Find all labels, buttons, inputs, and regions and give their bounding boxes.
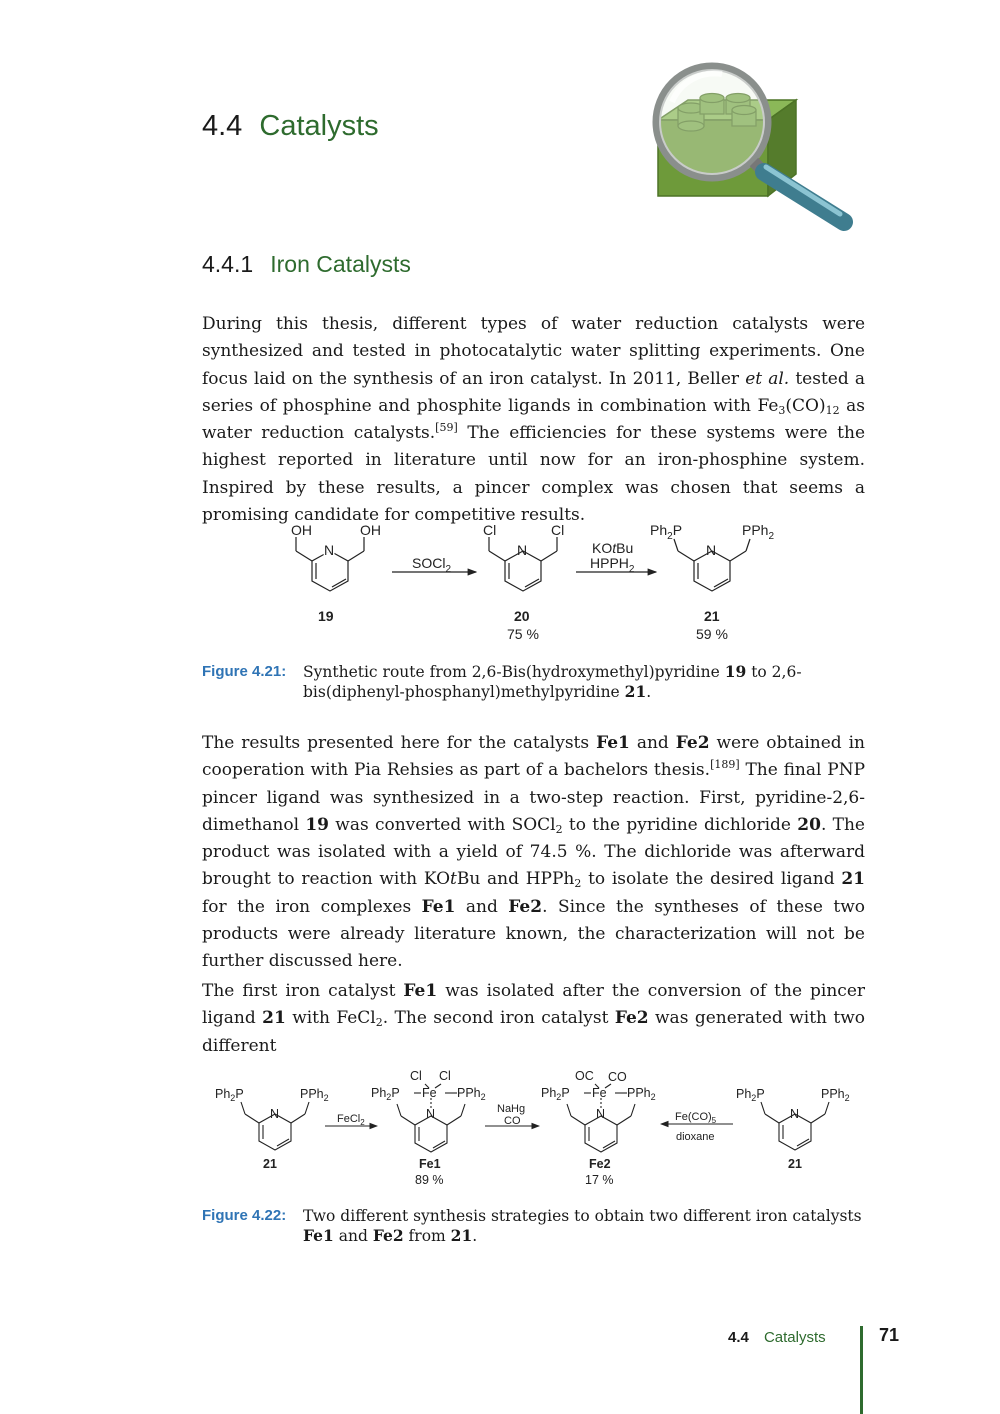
complex-fe1-metal: Fe: [422, 1086, 437, 1100]
compound-21-yield: 59 %: [696, 626, 728, 642]
figure-4-21-caption: Figure 4.21: Synthetic route from 2,6-Bis(hydroxymethyl)pyridine 19 to 2,6-bis(diphenyl-phosphanyl)methylpyridine 21.: [202, 662, 802, 701]
compound-19-n: N: [324, 542, 335, 558]
ligand-21-right-ph2p: $Ph_2P$: [736, 1087, 765, 1103]
complex-fe1-pph2: PPh$_2$: [457, 1086, 486, 1102]
compound-20-label: 20: [514, 608, 530, 624]
paragraph-iron-catalysts: The first iron catalyst Fe1 was isolated after the conversion of the pincer ligand 21 with FeCl$_2$. The second iron catalyst Fe2 was generated with two different: [202, 981, 866, 1056]
complex-fe1-ph2p: $Ph_2P$: [371, 1086, 400, 1102]
compound-21-ph2p: $Ph_2P$: [650, 522, 683, 542]
figure-4-22-label[interactable]: Figure 4.22:: [202, 1207, 287, 1224]
footer-section-title: Catalysts: [763, 1329, 826, 1346]
ligand-21-right-pph2: PPh$_2$: [821, 1087, 850, 1103]
paragraph-intro: During this thesis, different types of water reduction catalysts were synthesized and tested in photocatalytic water splitting experiments. One focus laid on the synthesis of an iron catalyst. In 2011, Beller et al. tested a series of phosphine and phosphite ligands in combination with $Fe_3(CO)_{12}$ as water reduction catalysts.[59] The efficiencies for these systems were the highest reported in literature until now for an iron-phosphine system. Inspired by these results, a pincer complex was chosen that seems a promising candidate for competitive results.: [202, 314, 866, 526]
compound-19-label: 19: [318, 608, 334, 624]
complex-fe2-co-right: CO: [608, 1070, 627, 1084]
reagent-nahg: NaHg: [497, 1103, 526, 1115]
compound-21-label: 21: [704, 608, 720, 624]
complex-fe1-label: Fe1: [419, 1157, 441, 1171]
reagent-co: CO: [504, 1115, 521, 1127]
citation[interactable]: [59]: [435, 421, 458, 435]
section-title: Catalysts: [259, 110, 379, 142]
subsection-title: Iron Catalysts: [270, 251, 411, 277]
complex-fe2-label: Fe2: [589, 1157, 611, 1171]
complex-fe2-co-left: OC: [575, 1069, 594, 1083]
ligand-21-left-pph2: PPh$_2$: [300, 1087, 329, 1103]
ligand-21-left-label: 21: [263, 1157, 277, 1171]
reagent-hpph2: $HPPH_2$: [590, 555, 635, 575]
compound-20-cl-right: Cl: [551, 522, 565, 538]
section-heading: [202, 110, 379, 143]
ligand-21-left-n: N: [270, 1107, 280, 1121]
compound-20-yield: 75 %: [507, 626, 539, 642]
compound-21-n: N: [706, 542, 717, 558]
complex-fe2-ph2p: $Ph_2P$: [541, 1086, 570, 1102]
complex-fe2-yield: 17 %: [585, 1173, 614, 1187]
synthesis-scheme-1: [200, 515, 860, 650]
synthesis-scheme-2: [205, 1060, 865, 1195]
complex-fe1-n: N: [426, 1107, 436, 1121]
ligand-21-left-ph2p: $Ph_2P$: [215, 1087, 244, 1103]
compound-21-pph2: PPh$_2$: [742, 522, 775, 542]
lego-brick-magnifier-icon: [648, 62, 858, 234]
subsection-heading: [202, 251, 411, 278]
running-footer: [728, 1327, 826, 1346]
complex-fe1-cl-left: Cl: [410, 1069, 422, 1083]
paragraph-synthesis: The results presented here for the catalysts Fe1 and Fe2 were obtained in cooperation with Pia Rehsies as part of a bachelors thesis.[189] The final PNP pincer ligand was synthesized in a two-step reaction. First, pyridine-2,6-dimethanol 19 was converted with SOCl$_2$ to the pyridine dichloride 20. The product was isolated with a yield of 74.5 %. The dichloride was afterward brought to reaction with KOtBu and HPPh$_2$ to isolate the desired ligand 21 for the iron complexes Fe1 and Fe2. Since the syntheses of these two products were already literature known, the characterization will not be further discussed here.: [202, 733, 866, 972]
footer-rule: [860, 1326, 863, 1414]
subsection-number: 4.4.1: [202, 251, 254, 277]
complex-fe1-yield: 89 %: [415, 1173, 444, 1187]
compound-20-n: N: [517, 542, 528, 558]
complex-fe2-pph2: PPh$_2$: [627, 1086, 656, 1102]
reagent-dioxane: dioxane: [676, 1131, 715, 1143]
ligand-21-right-n: N: [790, 1107, 800, 1121]
citation[interactable]: [189]: [710, 758, 740, 772]
reagent-fecl2: FeCl$_2$: [337, 1113, 365, 1127]
figure-4-22-caption: Figure 4.22: Two different synthesis strategies to obtain two different iron catalysts Fe1 and Fe2 from 21.: [202, 1207, 862, 1245]
compound-19-oh-right: OH: [360, 522, 381, 538]
complex-fe2-metal: Fe: [592, 1086, 607, 1100]
section-number: 4.4: [202, 110, 243, 142]
compound-20-cl-left: Cl: [483, 522, 497, 538]
reagent-kotbu: KOtBu: [592, 540, 634, 556]
complex-fe1-cl-right: Cl: [439, 1069, 451, 1083]
compound-19-oh-left: OH: [291, 522, 312, 538]
reagent-feco5: $Fe(CO)_5$: [675, 1111, 717, 1125]
complex-fe2-n: N: [596, 1107, 606, 1121]
reagent-socl2: SOCl$_2$: [412, 555, 452, 575]
footer-section-number: 4.4: [728, 1329, 749, 1346]
page-number: 71: [879, 1325, 900, 1345]
ligand-21-right-label: 21: [788, 1157, 802, 1171]
figure-4-21-label[interactable]: Figure 4.21:: [202, 663, 287, 680]
